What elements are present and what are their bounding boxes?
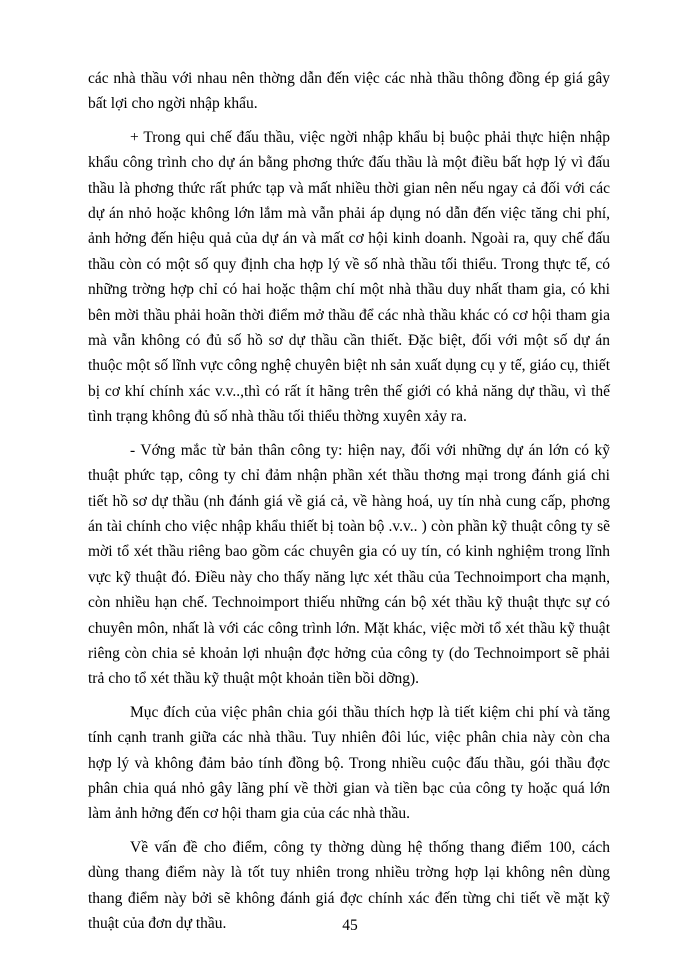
page-number: 45 bbox=[342, 917, 358, 934]
paragraph-bidding-regulation: + Trong qui chế đấu thầu, việc ngời nhập khẩu bị buộc phải thực hiện nhập khẩu công trình cho dự án bằng phơng thức đấu thầu là một điều bất hợp lý vì đấu thầu là phơng thức rất phức tạp và mất nhiều thời gian nên nếu ngay cả đối với các dự án nhỏ hoặc không lớn lắm mà vẫn phải áp dụng nó dẫn đến việc tăng chi phí, ảnh hởng đến hiệu quả của dự án và mất cơ hội kinh doanh. Ngoài ra, quy chế đấu thầu còn có một số quy định cha hợp lý về số nhà thầu tối thiểu. Trong thực tế, có những trờng hợp chỉ có hai hoặc thậm chí một nhà thầu duy nhất tham gia, có khi bên mời thầu phải hoãn thời điểm mở thầu để các nhà thầu khác có cơ hội tham gia mà vẫn không có đủ số hồ sơ dự thầu cần thiết. Đặc biệt, đối với một số dự án thuộc một số lĩnh vực công nghệ chuyên biệt nh sản xuất dụng cụ y tế, giáo cụ, thiết bị cơ khí chính xác v.v..,thì có rất ít hãng trên thế giới có khả năng dự thầu, vì thế tình trạng không đủ số nhà thầu tối thiểu thờng xuyên xảy ra. bbox=[88, 128, 610, 426]
paragraph-package-division: Mục đích của việc phân chia gói thầu thích hợp là tiết kiệm chi phí và tăng tính cạnh tranh giữa các nhà thầu. Tuy nhiên đôi lúc, việc phân chia này còn cha hợp lý và không đảm bảo tính đồng bộ. Trong nhiều cuộc đấu thầu, gói thầu đợc phân chia quá nhỏ gây lãng phí về thời gian và tiền bạc của công ty hoặc quá lớn làm ảnh hởng đến cơ hội tham gia của các nhà thầu. bbox=[88, 703, 610, 823]
paragraph-continuation: các nhà thầu với nhau nên thờng dẫn đến việc các nhà thầu thông đồng ép giá gây bất lợi cho ngời nhập khẩu. bbox=[88, 70, 610, 113]
body-text bbox=[88, 66, 610, 944]
paragraph-company-obstacles: - Vớng mắc từ bản thân công ty: hiện nay, đối với những dự án lớn có kỹ thuật phức tạp, công ty chỉ đảm nhận phần xét thầu thơng mại trong đánh giá chi tiết hồ sơ dự thầu (nh đánh giá về giá cả, về hàng hoá, uy tín nhà cung cấp, phơng án tài chính cho việc nhập khẩu thiết bị toàn bộ .v.v.. ) còn phần kỹ thuật công ty sẽ mời tổ xét thầu riêng bao gồm các chuyên gia có uy tín, có kinh nghiệm trong lĩnh vực kỹ thuật đó. Điều này cho thấy năng lực xét thầu của Technoimport cha mạnh, còn nhiều hạn chế. Technoimport thiếu những cán bộ xét thầu kỹ thuật thực sự có chuyên môn, nhất là với các công trình lớn. Mặt khác, việc mời tổ xét thầu kỹ thuật riêng còn chia sẻ khoản lợi nhuận đợc hởng của công ty (do Technoimport sẽ phải trả cho tổ xét thầu kỹ thuật một khoản tiền bồi dỡng). bbox=[88, 441, 610, 688]
paragraph-scoring: Về vấn đề cho điểm, công ty thờng dùng hệ thống thang điểm 100, cách dùng thang điểm này là tốt tuy nhiên trong nhiều trờng hợp lại không nên dùng thang điểm này bởi sẽ không đánh giá đợc chính xác đến từng chi tiết về mặt kỹ thuật của đơn dự thầu. bbox=[88, 838, 610, 932]
